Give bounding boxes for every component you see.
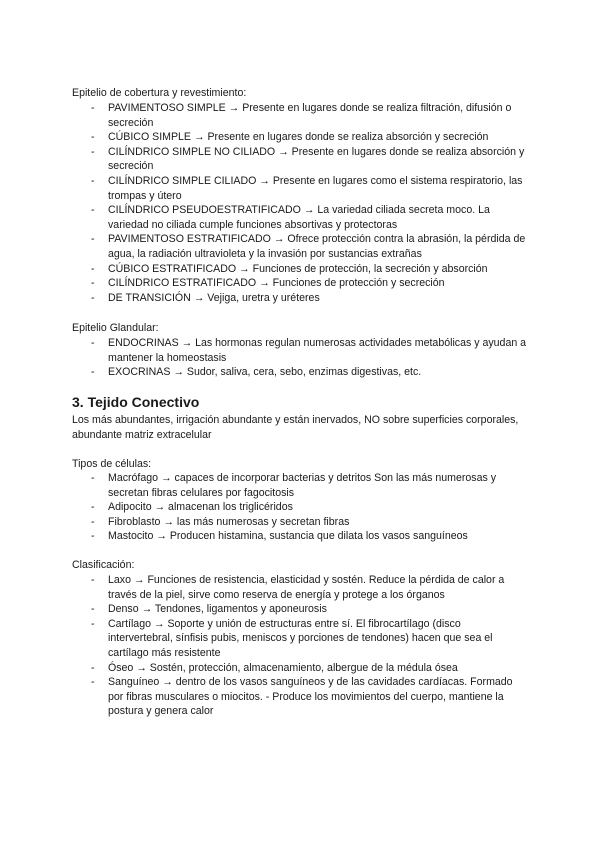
bullet-dash: - [91,174,95,187]
list-item: - Laxo → Funciones de resistencia, elasticidad y sostén. Reduce la pérdida de calor a través de la piel, sirve como reserva de energía y protege a los órganos [91,574,505,601]
bullet-dash: - [91,102,95,114]
list-item: - DE TRANSICIÓN → Vejiga, uretra y uréteres [91,291,320,304]
bullet-dash: - [91,204,95,217]
tipos-celulas-list [0,471,600,544]
epitelio-cobertura-list [0,101,600,305]
list-item: - EXOCRINAS → Sudor, saliva, cera, sebo, enzimas digestivas, etc. [91,366,422,379]
list-item: - Denso → Tendones, ligamentos y aponeurosis [91,603,327,616]
tipos-celulas-heading: Tipos de células: [72,458,152,470]
list-item: - Fibroblasto → las más numerosas y secretan fibras [91,515,350,528]
list-item: - Macrófago → capaces de incorporar bacterias y detritos Son las más numerosas y secretan fibras celulares por fagocitosis [91,472,497,499]
bullet-dash: - [91,676,95,689]
list-item: - Óseo → Sostén, protección, almacenamiento, albergue de la médula ósea [91,661,458,674]
bullet-dash: - [91,337,95,349]
epitelio-cobertura-heading: Epitelio de cobertura y revestimiento: [72,87,247,99]
section-title: 3. Tejido Conectivo [72,394,200,410]
bullet-dash: - [91,366,95,379]
list-item: - CILÍNDRICO PSEUDOESTRATIFICADO → La variedad ciliada secreta moco. La variedad no ciliada cumple funciones absortivas y protectoras [91,204,490,231]
bullet-dash: - [91,661,95,674]
bullet-dash: - [91,574,95,586]
epitelio-glandular-list [0,336,600,380]
bullet-dash: - [91,233,95,246]
list-item: - CÚBICO SIMPLE → Presente en lugares donde se realiza absorción y secreción [91,131,489,144]
bullet-dash: - [91,131,95,144]
bullet-dash: - [91,501,95,514]
section-intro: Los más abundantes, irrigación abundante y están inervados, NO sobre superficies corporales, abundante matriz extracelular [72,414,519,441]
bullet-dash: - [91,617,95,630]
list-item: - CILÍNDRICO ESTRATIFICADO → Funciones de protección y secreción [91,277,445,290]
clasificacion-list [0,573,600,719]
bullet-dash: - [91,291,95,304]
bullet-dash: - [91,262,95,275]
list-item: - CILÍNDRICO SIMPLE CILIADO → Presente en lugares como el sistema respiratorio, las trompas y útero [91,174,523,202]
list-item: - CILÍNDRICO SIMPLE NO CILIADO → Presente en lugares donde se realiza absorción y secreción [91,145,525,173]
bullet-dash: - [91,603,95,616]
bullet-dash: - [91,530,95,543]
clasificacion-heading: Clasificación: [72,559,135,571]
epitelio-glandular-heading: Epitelio Glandular: [72,322,159,334]
bullet-dash: - [91,515,95,528]
list-item: - PAVIMENTOSO SIMPLE → Presente en lugares donde se realiza filtración, difusión o secreción [91,102,512,129]
bullet-dash: - [91,145,95,158]
list-item: - Cartílago → Soporte y unión de estructuras entre sí. El fibrocartílago (disco intervertebral, sínfisis pubis, meniscos y porciones de tendones) hacen que sea el cartílago más resistente [91,617,493,659]
list-item: - Mastocito → Producen histamina, sustancia que dilata los vasos sanguíneos [91,530,468,543]
list-item: - PAVIMENTOSO ESTRATIFICADO → Ofrece protección contra la abrasión, la pérdida de agua, la radiación ultravioleta y la invasión por sustancias extrañas [91,233,526,260]
list-item: - Sanguíneo → dentro de los vasos sanguíneos y de las cavidades cardíacas. Formado por fibras musculares o miocitos. - Produce los movimientos del cuerpo, mantiene la postura y genera calor [91,676,513,718]
bullet-dash: - [91,472,95,484]
list-item: - Adipocito → almacenan los triglicéridos [91,501,293,514]
list-item: - ENDOCRINAS → Las hormonas regulan numerosas actividades metabólicas y ayudan a mantener la homeostasis [91,337,527,364]
bullet-dash: - [91,277,95,290]
list-item: - CÚBICO ESTRATIFICADO → Funciones de protección, la secreción y absorción [91,262,488,275]
